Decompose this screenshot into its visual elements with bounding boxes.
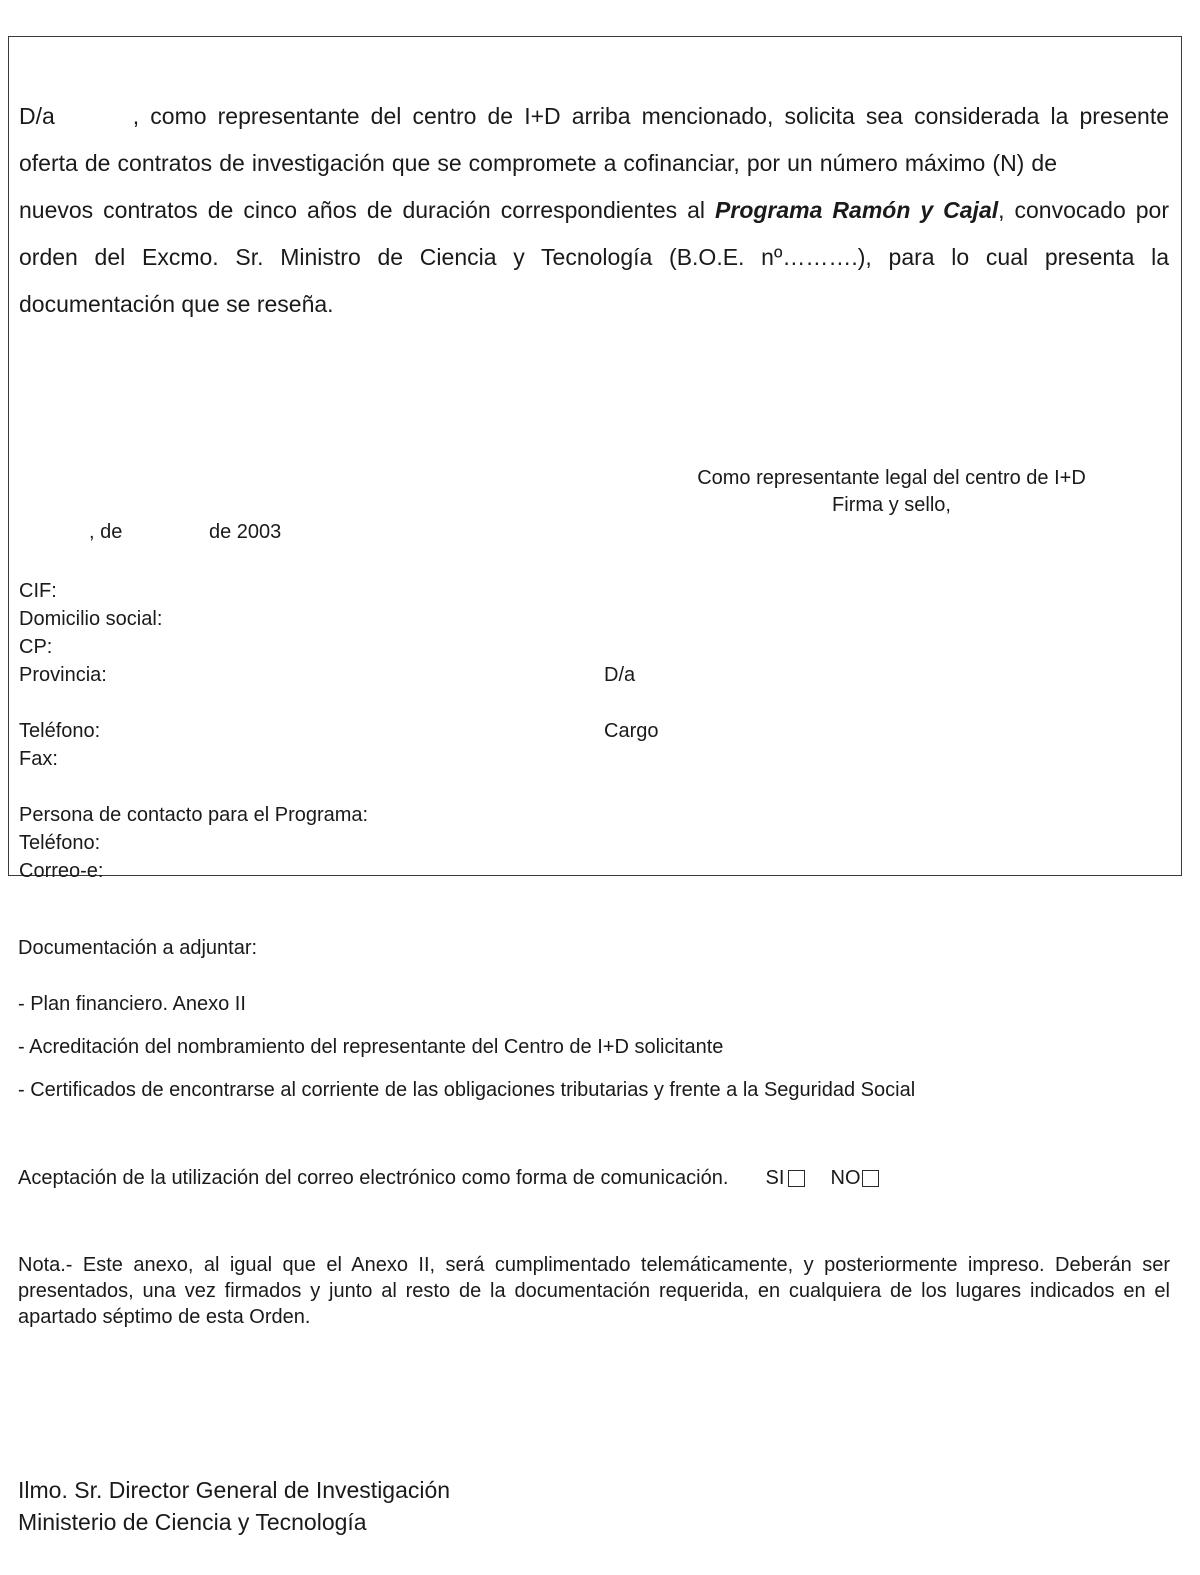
note-paragraph: Nota.- Este anexo, al igual que el Anexo II, será cumplimentado telemáticamente, y posteriormente impreso. Deberán ser presentados, una vez firmados y junto al resto de la documentación requerida, en cualquiera de los lugares indicados en el apartado séptimo de esta Orden.: [18, 1254, 1170, 1328]
no-label: NO: [830, 1167, 861, 1189]
signature-block: [569, 465, 1200, 519]
cif-field: CIF:: [19, 580, 57, 602]
date-year: de 2003: [209, 521, 282, 543]
signature-line2: Firma y sello,: [832, 494, 951, 516]
yes-checkbox[interactable]: [788, 1170, 805, 1187]
program-name: Programa Ramón y Cajal: [715, 197, 999, 223]
cp-field: CP:: [19, 636, 53, 658]
representative-da: D/a: [604, 664, 636, 686]
doc-item-accreditation: - Acreditación del nombramiento del representante del Centro de I+D solicitante: [18, 1036, 724, 1058]
doc-item-plan: - Plan financiero. Anexo II: [18, 993, 246, 1015]
email-acceptance: [18, 1166, 879, 1190]
representative-cargo: Cargo: [604, 720, 659, 742]
doc-item-certificates: - Certificados de encontrarse al corriente de las obligaciones tributarias y frente a la Seguridad Social: [18, 1079, 916, 1101]
application-form-box: [8, 36, 1182, 882]
request-paragraph: D/a , como representante del centro de I+D arriba mencionado, solicita sea considerada la presente oferta de contratos de investigación que se compromete a cofinanciar, por un número máximo (N) denuevos contratos de cinco años de duración correspondientes al Programa Ramón y Cajal, convocado por orden del Excmo. Sr. Ministro de Ciencia y Tecnología (B.O.E. nº……….), para lo cual presenta la documentación que se reseña.: [19, 103, 1169, 317]
provincia-field: Provincia:: [19, 664, 107, 686]
contact-phone-field: Teléfono:: [19, 832, 101, 854]
yes-label: SI: [765, 1167, 785, 1189]
signature-line1: Como representante legal del centro de I+D: [697, 467, 1086, 489]
telefono-field: Teléfono:: [19, 720, 101, 742]
email-acceptance-text: Aceptación de la utilización del correo electrónico como forma de comunicación.: [18, 1167, 729, 1189]
addressee-line2: Ministerio de Ciencia y Tecnología: [18, 1509, 367, 1535]
fax-field: Fax:: [19, 748, 58, 770]
domicilio-field: Domicilio social:: [19, 608, 163, 630]
documentation-title: Documentación a adjuntar:: [18, 937, 258, 959]
date-day-separator: , de: [89, 521, 123, 543]
no-checkbox[interactable]: [862, 1170, 879, 1187]
da-label: D/a: [19, 103, 55, 129]
contact-person-field: Persona de contacto para el Programa:: [19, 804, 369, 826]
contact-email-field: Correo-e:: [19, 860, 104, 882]
addressee-line1: Ilmo. Sr. Director General de Investigación: [18, 1477, 451, 1503]
